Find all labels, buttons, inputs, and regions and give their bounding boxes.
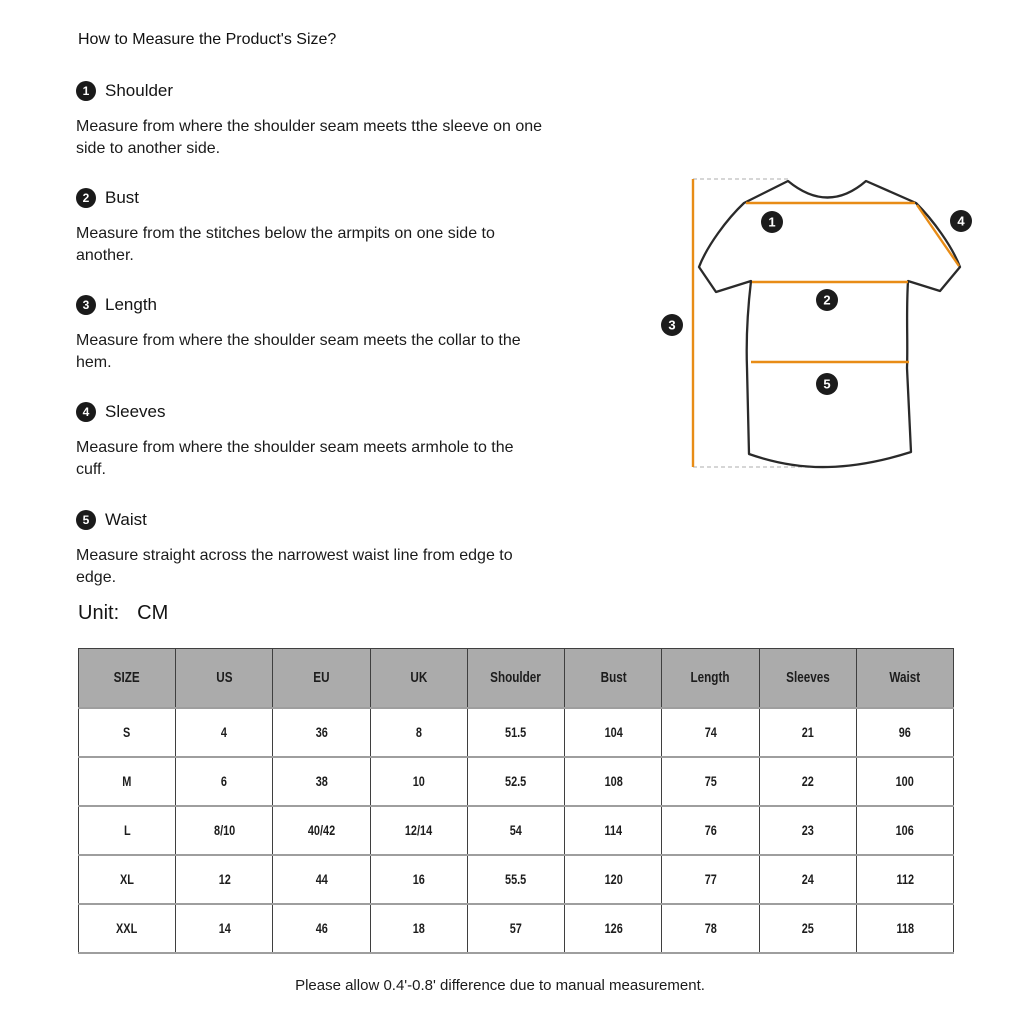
cell-value: 106 (895, 822, 914, 838)
description-line: Measure from where the shoulder seam meets tthe sleeve on one (76, 118, 543, 135)
cell-value: 18 (412, 920, 425, 936)
size-cell (79, 904, 176, 953)
table-row-xxl (79, 904, 954, 953)
size-chart-table (78, 648, 954, 954)
table-cell (565, 757, 662, 806)
table-cell (273, 806, 370, 855)
description-line: side to another side. (76, 140, 221, 157)
col-header-waist (856, 649, 953, 708)
cell-value: 8 (415, 724, 422, 740)
table-cell (759, 708, 856, 757)
table-row-m (79, 757, 954, 806)
cell-value: 120 (604, 871, 623, 887)
svg-text:1: 1 (768, 214, 776, 230)
description-line: Measure straight across the narrowest waist line from edge to (76, 547, 513, 564)
col-header-shoulder (467, 649, 564, 708)
table-cell (370, 708, 467, 757)
cell-value: 96 (898, 724, 911, 740)
page-title: How to Measure the Product's Size? (78, 31, 337, 48)
section-label-length: Length (105, 295, 157, 314)
cell-value: XXL (116, 920, 138, 936)
cell-value: 40/42 (307, 822, 336, 838)
measurement-tolerance-note: Please allow 0.4'-0.8' difference due to manual measurement. (295, 977, 705, 994)
section-description-shoulder (76, 116, 636, 160)
col-header-us (176, 649, 273, 708)
table-row-s (79, 708, 954, 757)
cell-value: 77 (704, 871, 717, 887)
table-cell (176, 806, 273, 855)
col-header-label: SIZE (114, 669, 141, 687)
description-line: Measure from where the shoulder seam meets armhole to the (76, 439, 514, 456)
table-row-xl (79, 855, 954, 904)
table-cell (176, 757, 273, 806)
section-label-waist: Waist (105, 510, 147, 529)
table-cell (176, 904, 273, 953)
description-line: Measure from where the shoulder seam meets the collar to the (76, 332, 521, 349)
col-header-label: UK (410, 669, 428, 687)
section-description-bust (76, 223, 636, 267)
table-cell (856, 757, 953, 806)
size-cell (79, 708, 176, 757)
step-2-badge: 2 (76, 188, 96, 208)
section-description-length (76, 330, 636, 374)
cell-value: 16 (412, 871, 425, 887)
cell-value: 4 (221, 724, 228, 740)
cell-value: 57 (509, 920, 523, 936)
table-cell (662, 806, 759, 855)
table-cell (662, 708, 759, 757)
step-5-badge: 5 (76, 510, 96, 530)
section-heading-length (76, 295, 157, 315)
description-line: Measure from the stitches below the armpits on one side to (76, 225, 495, 242)
section-heading-bust (76, 188, 139, 208)
table-cell (759, 757, 856, 806)
cell-value: 54 (509, 822, 523, 838)
diagram-marker-length (661, 314, 683, 336)
cell-value: 8/10 (213, 822, 235, 838)
col-header-label: Sleeves (785, 669, 830, 687)
table-cell (467, 855, 564, 904)
table-cell (759, 855, 856, 904)
section-label-sleeves: Sleeves (105, 402, 166, 421)
col-header-label: Bust (600, 669, 627, 687)
table-cell (856, 806, 953, 855)
col-header-eu (273, 649, 370, 708)
table-cell (856, 855, 953, 904)
table-cell (565, 806, 662, 855)
table-cell (565, 904, 662, 953)
tshirt-outline (699, 181, 960, 467)
col-header-label: EU (313, 669, 330, 687)
table-cell (273, 855, 370, 904)
svg-text:3: 3 (668, 317, 676, 333)
col-header-label: Shoulder (490, 669, 542, 687)
table-cell (662, 757, 759, 806)
cell-value: 25 (801, 920, 814, 936)
table-cell (467, 757, 564, 806)
section-description-waist (76, 545, 636, 589)
description-line: hem. (76, 354, 112, 371)
section-heading-waist (76, 510, 147, 530)
size-cell (79, 757, 176, 806)
diagram-marker-sleeves (950, 210, 972, 232)
table-cell (467, 806, 564, 855)
cell-value: 24 (801, 871, 814, 887)
cell-value: 126 (604, 920, 623, 936)
table-row-l (79, 806, 954, 855)
col-header-label: Waist (889, 669, 921, 687)
cell-value: 112 (896, 871, 914, 887)
cell-value: 75 (704, 773, 717, 789)
cell-value: 51.5 (505, 724, 527, 740)
cell-value: 10 (412, 773, 425, 789)
diagram-marker-waist (816, 373, 838, 395)
col-header-uk (370, 649, 467, 708)
unit-row (78, 602, 168, 625)
table-header-row (79, 649, 954, 708)
cell-value: XL (120, 871, 135, 887)
section-label-bust: Bust (105, 188, 140, 207)
section-label-shoulder: Shoulder (105, 81, 174, 100)
description-line: another. (76, 247, 134, 264)
table-cell (856, 708, 953, 757)
col-header-label: Length (690, 669, 730, 687)
table-cell (565, 708, 662, 757)
col-header-label: US (216, 669, 233, 687)
cell-value: 76 (704, 822, 717, 838)
cell-value: 14 (218, 920, 231, 936)
svg-text:5: 5 (823, 376, 831, 392)
table-cell (370, 757, 467, 806)
svg-text:2: 2 (823, 292, 831, 308)
table-cell (370, 855, 467, 904)
cell-value: 100 (895, 773, 914, 789)
step-1-badge: 1 (76, 81, 96, 101)
size-cell (79, 806, 176, 855)
cell-value: 78 (704, 920, 717, 936)
cell-value: 23 (801, 822, 814, 838)
cell-value: 21 (801, 724, 814, 740)
table-cell (662, 855, 759, 904)
table-cell (370, 904, 467, 953)
cell-value: 46 (315, 920, 328, 936)
col-header-size (79, 649, 176, 708)
cell-value: 36 (315, 724, 328, 740)
cell-value: 55.5 (505, 871, 527, 887)
cell-value: 52.5 (505, 773, 527, 789)
cell-value: 74 (704, 724, 717, 740)
section-heading-sleeves (76, 402, 165, 422)
table-cell (856, 904, 953, 953)
cell-value: 12/14 (405, 822, 433, 838)
table-cell (467, 904, 564, 953)
table-cell (759, 806, 856, 855)
size-cell (79, 855, 176, 904)
diagram-marker-bust (816, 289, 838, 311)
cell-value: 38 (315, 773, 328, 789)
section-description-sleeves (76, 437, 636, 481)
description-line: edge. (76, 569, 117, 586)
cell-value: 104 (604, 724, 623, 740)
cell-value: 22 (801, 773, 814, 789)
cell-value: 118 (896, 920, 914, 936)
table-cell (273, 708, 370, 757)
svg-text:4: 4 (957, 213, 965, 229)
table-cell (565, 855, 662, 904)
table-cell (662, 904, 759, 953)
table-cell (176, 855, 273, 904)
col-header-bust (565, 649, 662, 708)
unit-value: CM (137, 602, 169, 624)
table-cell (370, 806, 467, 855)
cell-value: 44 (315, 871, 328, 887)
cell-value: 6 (221, 773, 228, 789)
table-cell (273, 904, 370, 953)
col-header-length (662, 649, 759, 708)
table-cell (467, 708, 564, 757)
cell-value: S (123, 724, 131, 740)
step-3-badge: 3 (76, 295, 96, 315)
table-cell (176, 708, 273, 757)
cell-value: 12 (218, 871, 231, 887)
table-cell (759, 904, 856, 953)
cell-value: M (122, 773, 132, 789)
cell-value: 114 (604, 822, 623, 838)
cell-value: L (123, 822, 131, 838)
table-cell (273, 757, 370, 806)
cell-value: 108 (604, 773, 623, 789)
section-heading-shoulder (76, 81, 173, 101)
tshirt-measurement-diagram (650, 155, 1024, 485)
col-header-sleeves (759, 649, 856, 708)
diagram-marker-shoulder (761, 211, 783, 233)
description-line: cuff. (76, 461, 106, 478)
unit-label: Unit: (78, 602, 120, 624)
step-4-badge: 4 (76, 402, 96, 422)
